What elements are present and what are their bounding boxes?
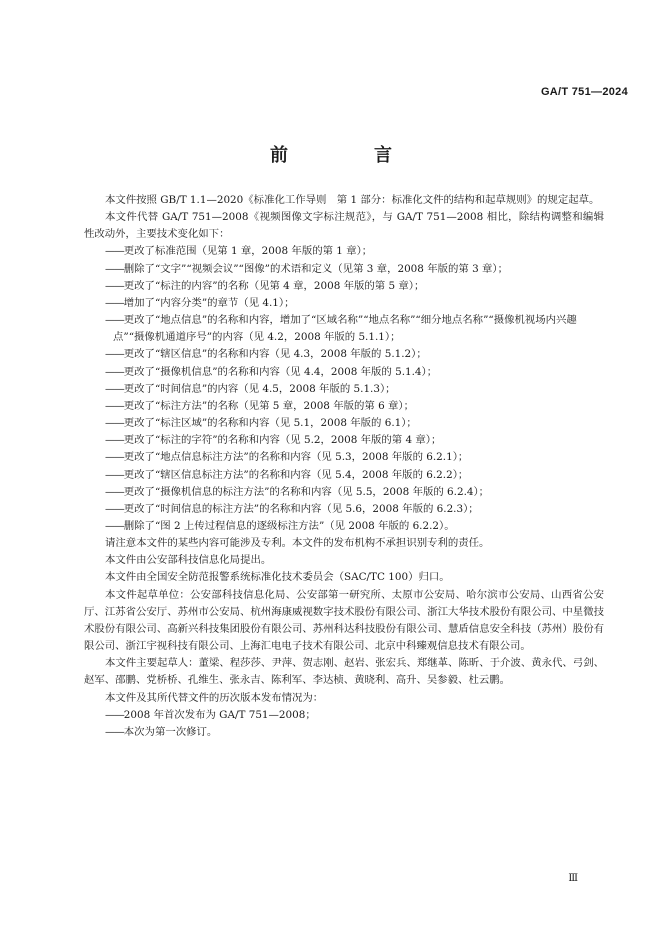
page-number: Ⅲ xyxy=(568,873,578,884)
list-item: ——更改了“标注方法”的名称（见第 5 章，2008 年版的第 6 章）； xyxy=(105,399,414,412)
list-item: ——更改了“时间信息”的内容（见 4.5，2008 年版的 5.1.3）； xyxy=(105,382,396,395)
list-item: ——2008 年首次发布为 GA/T 751—2008； xyxy=(105,708,316,721)
paragraph-history-intro: 本文件及其所代替文件的历次版本发布情况为： xyxy=(105,691,324,704)
list-item: ——删除了“图 2 上传过程信息的逐级标注方法”（见 2008 年版的 6.2.2）。 xyxy=(105,519,455,532)
standard-code: GA/T 751—2024 xyxy=(540,86,628,98)
list-item: ——更改了“标注的字符”的名称和内容（见 5.2，2008 年版的第 4 章）； xyxy=(105,434,442,447)
list-item: ——本次为第一次修订。 xyxy=(105,725,218,738)
paragraph-drafting-rule: 本文件按照 GB/T 1.1—2020《标准化工作导则 第 1 部分：标准化文件的结构和起草规则》的规定起草。 xyxy=(105,194,600,206)
list-item: ——更改了“标注的内容”的名称（见第 4 章，2008 年版的第 5 章）； xyxy=(105,279,425,292)
paragraph-committee: 本文件由全国安全防范报警系统标准化技术委员会（SAC/TC 100）归口。 xyxy=(105,571,450,584)
list-item: ——更改了“辖区信息标注方法”的名称和内容（见 5.4，2008 年版的 6.2.2）； xyxy=(105,468,469,481)
paragraph-drafters: 本文件主要起草人：董梁、程莎莎、尹萍、贺志刚、赵岩、张宏兵、郑继革、陈昕、于介波、黄永代、弓剑、赵军、邵鹏、党桥桥、孔维生、张永吉、陈利军、李达桢、黄晓利、高升、吴参毅、杜云鹏。 xyxy=(84,657,604,687)
document-body xyxy=(84,192,604,741)
list-item: ——更改了“时间信息的标注方法”的名称和内容（见 5.6，2008 年版的 6.2.3）； xyxy=(105,502,479,515)
paragraph-proposer: 本文件由公安部科技信息化局提出。 xyxy=(105,554,272,567)
list-item: ——删除了“文字”“视频会议”“图像”的术语和定义（见第 3 章，2008 年版的第 3 章）； xyxy=(105,262,508,275)
list-item: ——更改了“标注区域”的名称和内容（见 5.1，2008 年版的 6.1）； xyxy=(105,417,417,430)
paragraph-drafting-units: 本文件起草单位：公安部科技信息化局、公安部第一研究所、太原市公安局、哈尔滨市公安局、山西省公安厅、江苏省公安厅、苏州市公安局、杭州海康威视数字技术股份有限公司、浙江大华技术股份有限公司、中星微技术股份有限公司、高新兴科技集团股份有限公司、苏州科达科技股份有限公司、慧盾信息安全科技（苏州）股份有限公司、浙江宇视科技有限公司、上海汇电电子技术有限公司、北京中科臻观信息技术有限公司。 xyxy=(84,588,604,653)
list-item: ——更改了“地点信息标注方法”的名称和内容（见 5.3，2008 年版的 6.2.1）； xyxy=(105,451,469,464)
list-item: ——更改了“摄像机信息”的名称和内容（见 4.4，2008 年版的 5.1.4）； xyxy=(105,365,438,378)
list-item: ——更改了“地点信息”的名称和内容，增加了“区域名称”“地点名称”“细分地点名称”“摄像机视场内兴趣点”“摄像机通道序号”的内容（见 4.2，2008 年版的 5.1.1）； xyxy=(105,314,577,344)
changes-list xyxy=(84,243,604,535)
list-item: ——更改了标准范围（见第 1 章，2008 年版的第 1 章）； xyxy=(105,245,373,258)
paragraph-replacement: 本文件代替 GA/T 751—2008《视频图像文字标注规范》，与 GA/T 751—2008 相比，除结构调整和编辑性改动外，主要技术变化如下： xyxy=(84,211,604,241)
paragraph-patent-notice: 请注意本文件的某些内容可能涉及专利。本文件的发布机构不承担识别专利的责任。 xyxy=(105,537,490,550)
page-title: 前 言 xyxy=(270,145,426,166)
list-item: ——更改了“辖区信息”的名称和内容（见 4.3，2008 年版的 5.1.2）； xyxy=(105,348,427,361)
list-item: ——更改了“摄像机信息的标注方法”的名称和内容（见 5.5，2008 年版的 6.2.4）； xyxy=(105,485,490,498)
history-list xyxy=(84,707,604,741)
list-item: ——增加了“内容分类”的章节（见 4.1）； xyxy=(105,296,295,309)
